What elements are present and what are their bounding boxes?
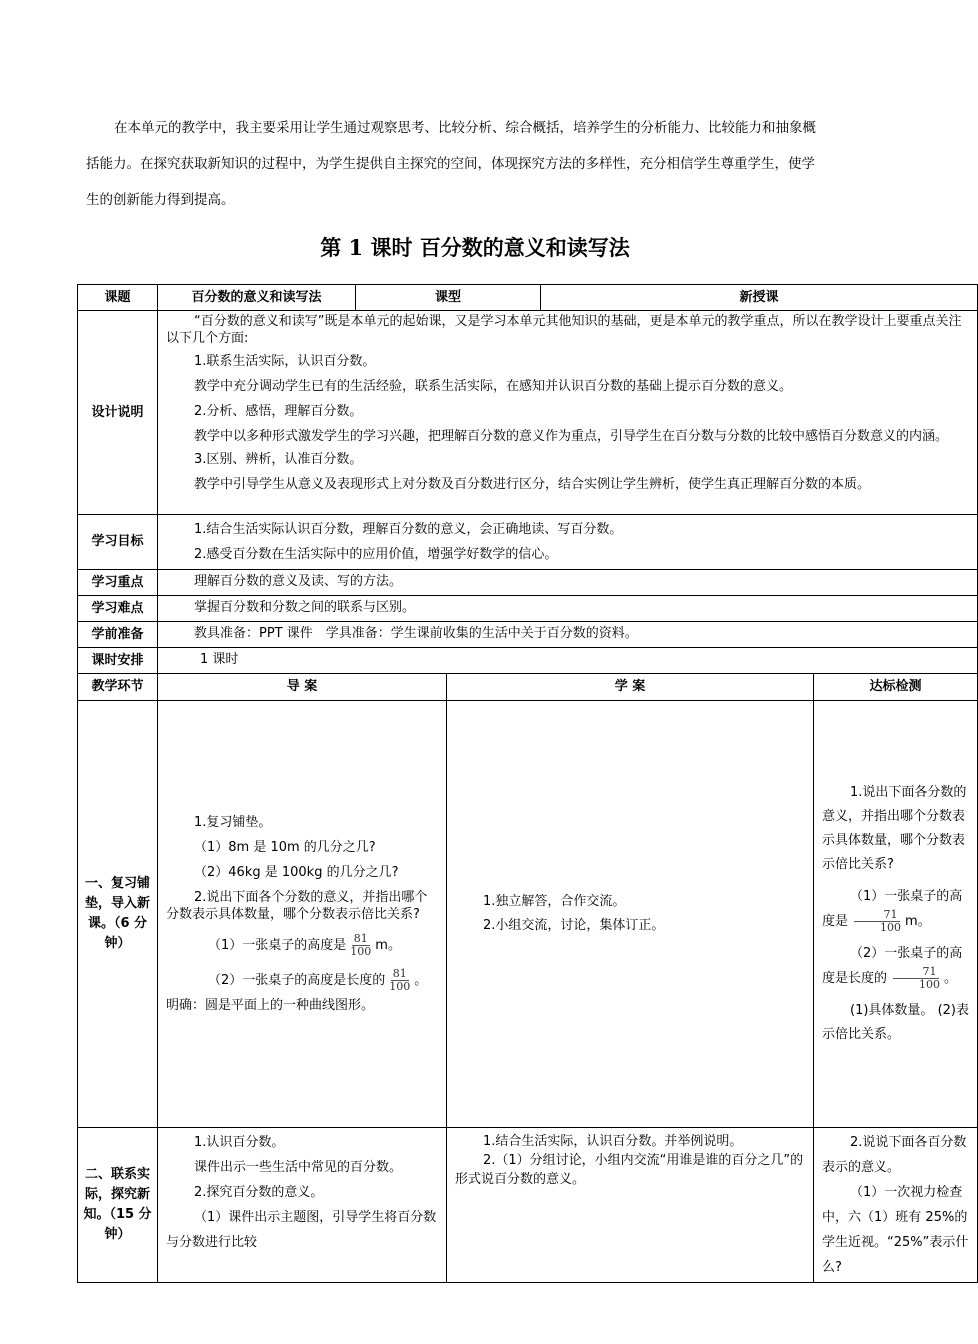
stage2-guide — [158, 1128, 447, 1283]
check-text: (1)具体数量。 (2)表示倍比关系。 — [822, 1003, 969, 1042]
guide-text: （2）46kg 是 100kg 的几分之几? — [194, 865, 399, 880]
topic-value: 百分数的意义和读写法 — [158, 285, 356, 311]
check-text — [822, 885, 969, 934]
goal-item: 1.结合生活实际认识百分数，理解百分数的意义，会正确地读、写百分数。 — [194, 522, 623, 537]
goals-label: 学习目标 — [78, 515, 158, 570]
prep-label: 学前准备 — [78, 622, 158, 648]
stage1-guide — [158, 701, 447, 1128]
header-check: 达标检测 — [814, 674, 978, 701]
intro-line: 在本单元的教学中，我主要采用让学生通过观察思考、比较分析、综合概括，培养学生的分析能力、比较能力和抽象概 — [114, 120, 816, 136]
keypoint-value: 理解百分数的意义及读、写的方法。 — [158, 570, 978, 596]
guide-text: 1.复习铺垫。 — [194, 815, 272, 830]
intro-line: 生的创新能力得到提高。 — [86, 192, 235, 208]
guide-text: 1.认识百分数。 — [194, 1135, 285, 1150]
table-row — [78, 596, 978, 622]
fraction-denominator: 100 — [389, 980, 411, 993]
check-text-part: 。 — [944, 971, 958, 986]
table-row — [78, 622, 978, 648]
guide-text: 课件出示一些生活中常见的百分数。 — [194, 1160, 403, 1175]
table-row — [78, 1128, 978, 1283]
type-label: 课型 — [356, 285, 541, 311]
design-content — [158, 311, 978, 515]
stage2-learn — [447, 1128, 814, 1283]
check-text: 1.说出下面各分数的意义，并指出哪个分数表示具体数量，哪个分数表示倍比关系? — [822, 785, 967, 872]
table-row — [78, 674, 978, 701]
table-row — [78, 515, 978, 570]
difficulty-label: 学习难点 — [78, 596, 158, 622]
goals-content — [158, 515, 978, 570]
schedule-value: 1 课时 — [158, 648, 978, 674]
design-text: 教学中以多种形式激发学生的学习兴趣，把理解百分数的意义作为重点，引导学生在百分数与分数的比较中感悟百分数意义的内涵。 — [194, 429, 949, 444]
table-row — [78, 648, 978, 674]
header-stage: 教学环节 — [78, 674, 158, 701]
goal-item: 2.感受百分数在生活实际中的应用价值，增强学好数学的信心。 — [194, 547, 558, 562]
fraction — [348, 933, 373, 958]
header-learn: 学 案 — [447, 674, 814, 701]
fraction — [850, 909, 903, 934]
fraction — [889, 966, 942, 991]
check-text: 2.说说下面各百分数表示的意义。 — [822, 1135, 967, 1175]
header-guide: 导 案 — [158, 674, 447, 701]
guide-text: （1）8m 是 10m 的几分之几? — [194, 840, 376, 855]
guide-text-part: （2）一张桌子的高度是长度的 — [208, 973, 386, 988]
keypoint-label: 学习重点 — [78, 570, 158, 596]
page-title: 第 1 课时 百分数的意义和读写法 — [320, 235, 630, 260]
fraction-denominator: 100 — [880, 921, 902, 934]
topic-label: 课题 — [78, 285, 158, 311]
intro-paragraph — [86, 110, 886, 218]
table-row — [78, 285, 978, 311]
check-text — [822, 942, 969, 991]
learn-text: 1.结合生活实际，认识百分数。并举例说明。 — [483, 1134, 743, 1149]
guide-text — [166, 968, 438, 993]
fraction-numerator: 81 — [353, 932, 368, 945]
difficulty-value: 掌握百分数和分数之间的联系与区别。 — [158, 596, 978, 622]
prep-value: 教具准备：PPT 课件 学具准备：学生课前收集的生活中关于百分数的资料。 — [158, 622, 978, 648]
fraction-denominator: 100 — [919, 978, 941, 991]
check-text-part: （2）一张桌子的高度是长度的 — [822, 946, 963, 986]
learn-text: 1.独立解答，合作交流。 — [483, 894, 626, 909]
table-row — [78, 311, 978, 515]
guide-text: 2.说出下面各个分数的意义，并指出哪个分数表示具体数量，哪个分数表示倍比关系? — [166, 890, 428, 922]
table-row — [78, 570, 978, 596]
fraction-numerator: 71 — [893, 966, 939, 979]
design-text: 3.区别、辨析，认准百分数。 — [194, 452, 363, 467]
design-text: 1.联系生活实际，认识百分数。 — [194, 354, 376, 369]
fraction-numerator: 71 — [854, 909, 900, 922]
check-text-part: （1）一张桌子的高度是 — [822, 889, 963, 929]
design-label: 设计说明 — [78, 311, 158, 515]
design-text: 教学中引导学生从意义及表现形式上对分数及百分数进行区分，结合实例让学生辨析，使学生真正理解百分数的本质。 — [194, 477, 871, 492]
stage1-learn — [447, 701, 814, 1128]
design-text: 教学中充分调动学生已有的生活经验，联系生活实际，在感知并认识百分数的基础上提示百分数的意义。 — [194, 379, 793, 394]
learn-text: 2.小组交流，讨论，集体订正。 — [483, 918, 665, 933]
stage1-check — [814, 701, 978, 1128]
stage1-label: 一、复习铺垫，导入新课。（6 分钟） — [78, 701, 158, 1128]
type-value: 新授课 — [541, 285, 978, 311]
check-text-part: m。 — [905, 914, 931, 929]
guide-text: （1）课件出示主题图，引导学生将百分数与分数进行比较 — [166, 1210, 437, 1250]
guide-text: 2.探究百分数的意义。 — [194, 1185, 324, 1200]
guide-text-part: （1）一张桌子的高度是 — [208, 938, 347, 953]
fraction-numerator: 81 — [392, 967, 407, 980]
guide-text — [166, 933, 438, 958]
fraction — [387, 968, 412, 993]
stage2-label: 二、联系实际，探究新知。（15 分钟） — [78, 1128, 158, 1283]
stage2-check — [814, 1128, 978, 1283]
intro-line: 括能力。在探究获取新知识的过程中，为学生提供自主探究的空间，体现探究方法的多样性，充分相信学生尊重学生，使学 — [86, 156, 815, 172]
learn-text: 2.（1）分组讨论，小组内交流“用谁是谁的百分之几”的形式说百分数的意义。 — [455, 1153, 804, 1187]
check-text: （1）一次视力检查中，六（1）班有 25%的学生近视。“25%”表示什么? — [822, 1185, 969, 1275]
table-row — [78, 701, 978, 1128]
schedule-label: 课时安排 — [78, 648, 158, 674]
fraction-denominator: 100 — [350, 945, 372, 958]
guide-text-part: m。 — [375, 938, 401, 953]
lesson-plan-table — [77, 284, 969, 1275]
design-text: “百分数的意义和读写”既是本单元的起始课，又是学习本单元其他知识的基础，更是本单元的教学重点，所以在教学设计上要重点关注以下几个方面: — [166, 314, 962, 346]
guide-text-part: 。 — [414, 973, 428, 988]
guide-text: 明确：圆是平面上的一种曲线图形。 — [166, 998, 375, 1013]
design-text: 2.分析、感悟，理解百分数。 — [194, 404, 363, 419]
